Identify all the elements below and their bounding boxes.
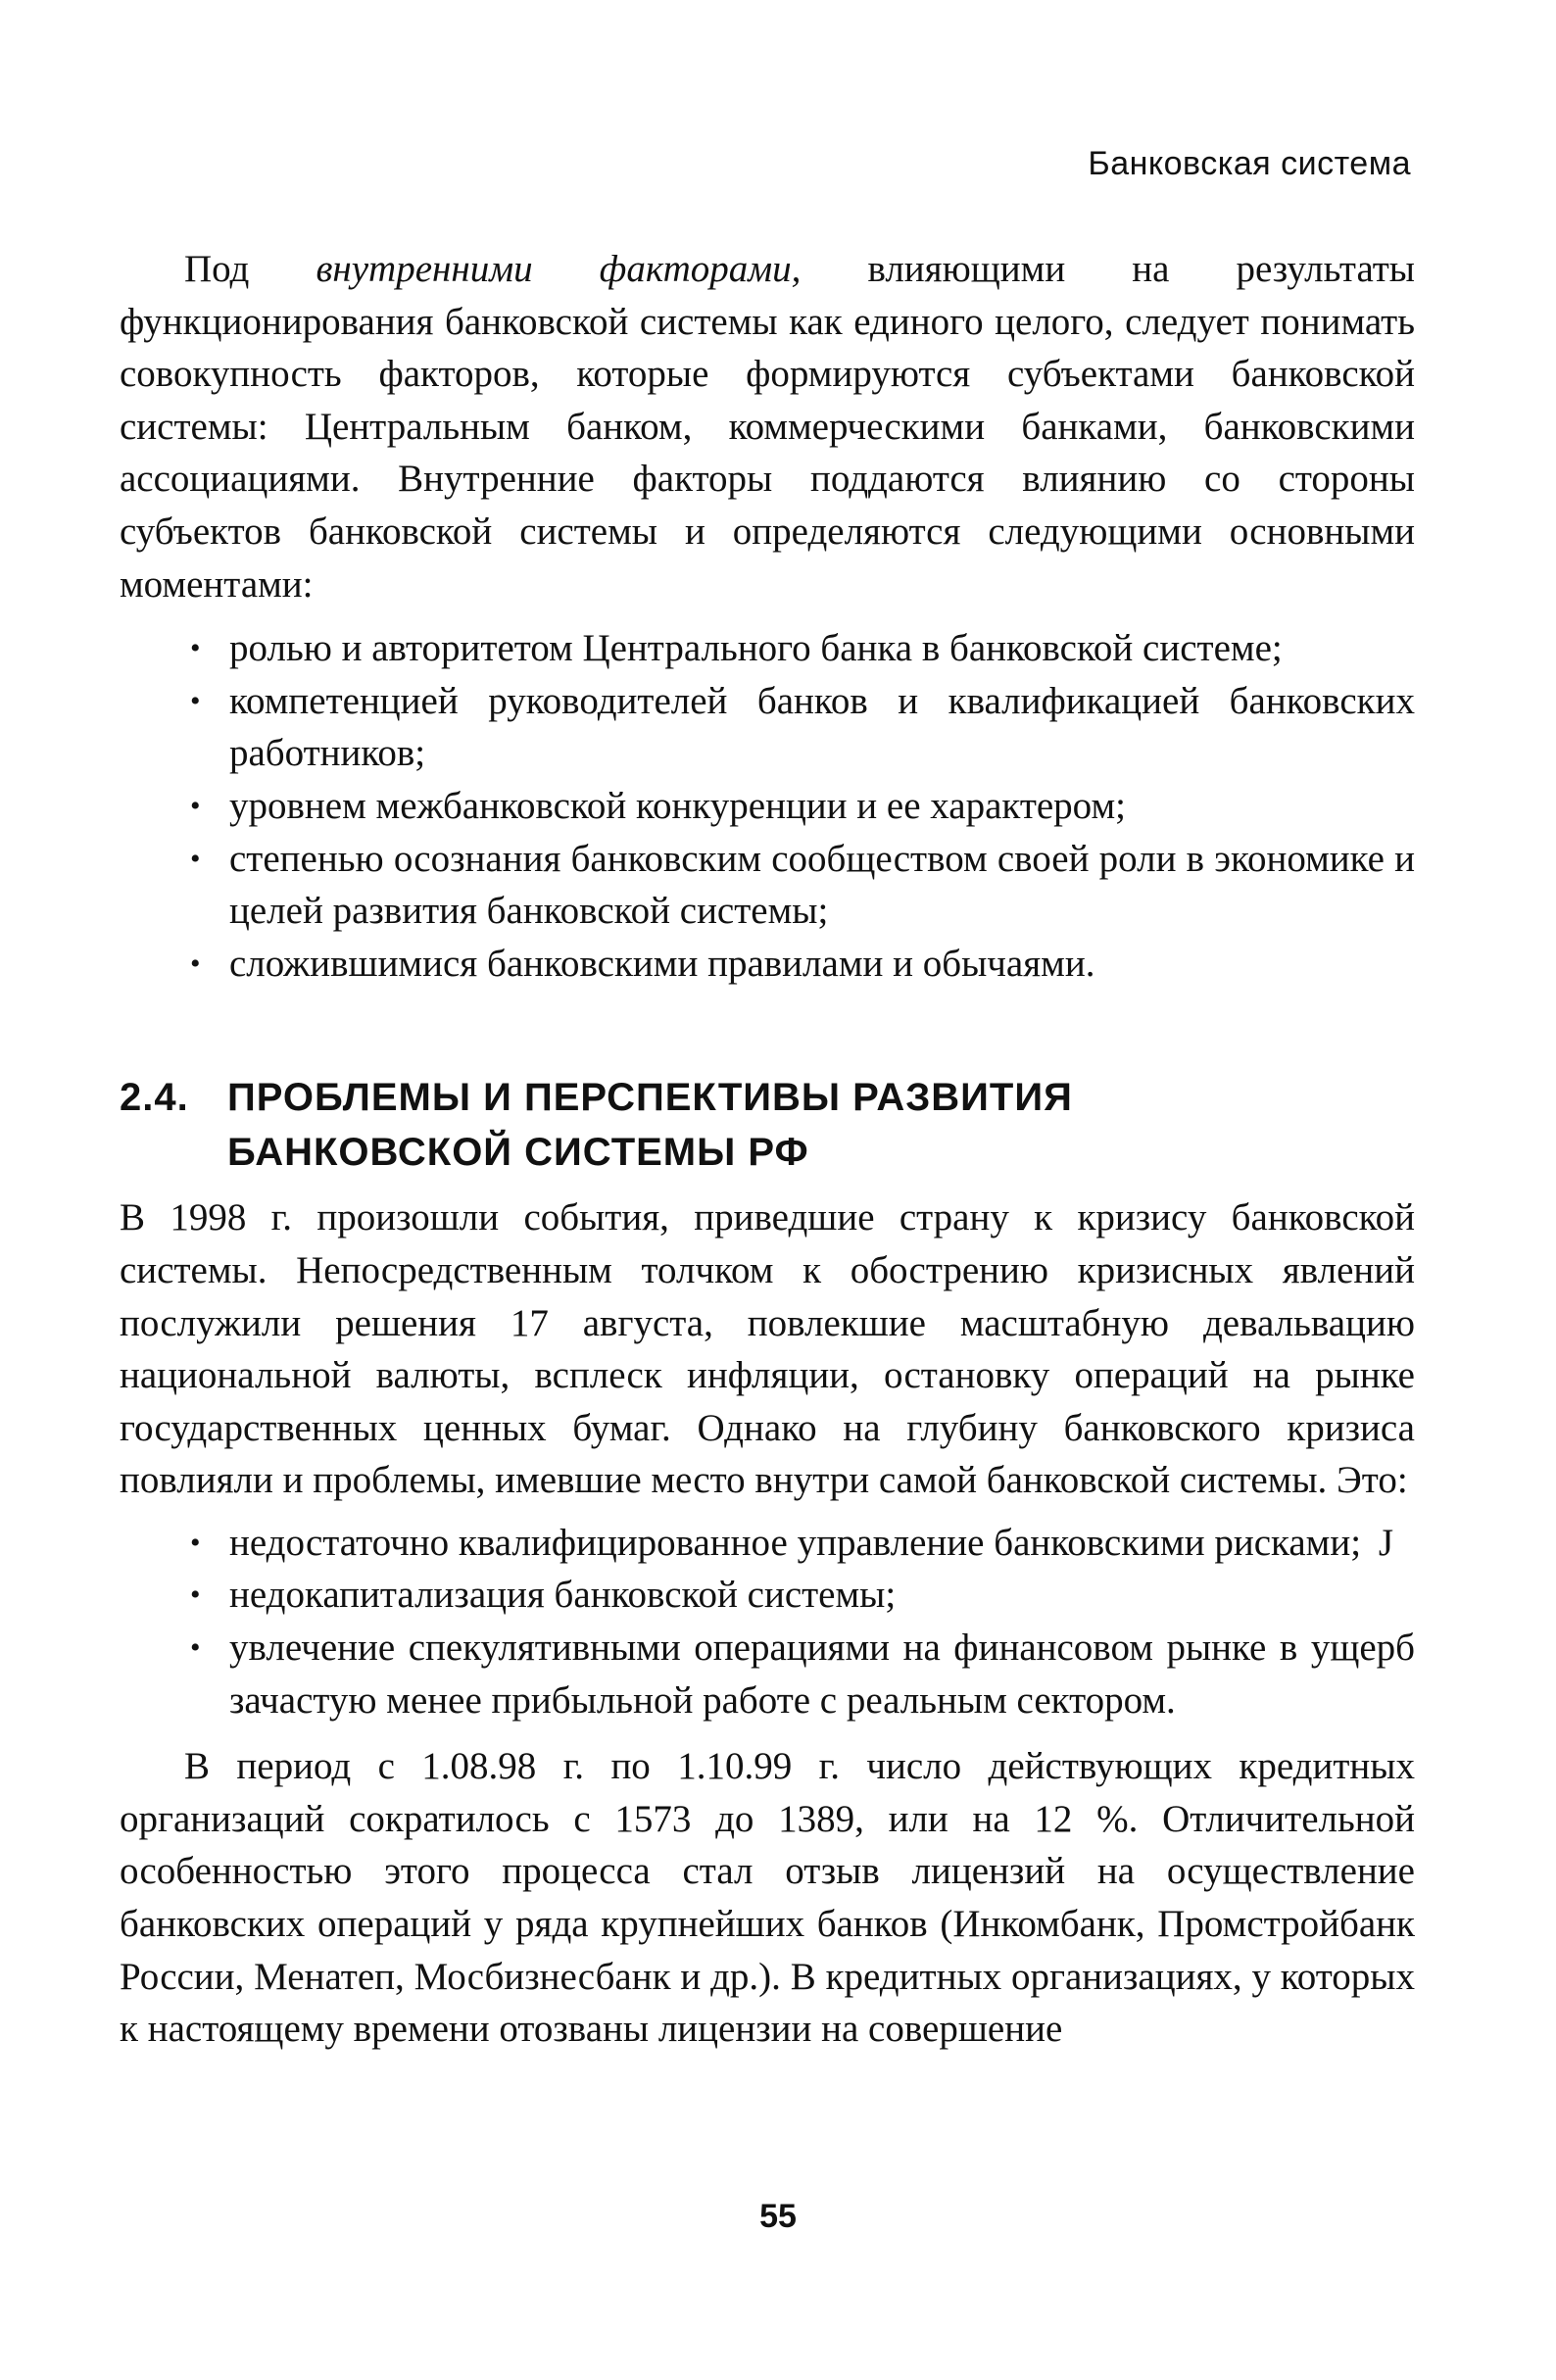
page-content	[120, 243, 1415, 2056]
list-item	[120, 622, 1415, 675]
paragraph-lead: Под	[184, 248, 316, 290]
list-item	[120, 1517, 1415, 1570]
list-item	[120, 833, 1415, 938]
list-item-text: степенью осознания банковским сообществом своей роли в экономике и целей развития банковской системы;	[229, 837, 1415, 933]
list-item	[120, 780, 1415, 833]
list-item-text: сложившимися банковскими правилами и обычаями.	[229, 942, 1095, 985]
internal-factors-list	[120, 622, 1415, 990]
paragraph-license-revocation: В период с 1.08.98 г. по 1.10.99 г. число действующих кредитных организаций сократилось с 1573 до 1389, или на 12 %. Отличительной особенностью этого процесса стал отзыв лицензий на осуществление банковских операций у ряда крупнейших банков (Инкомбанк, Промстройбанк России, Менатеп, Мосбизнесбанк и др.). В кредитных организациях, у которых к настоящему времени отозваны лицензии на совершение	[120, 1745, 1415, 2051]
spacer	[120, 1180, 1415, 1191]
stray-mark: J	[1378, 1521, 1393, 1564]
list-item-text: уровнем межбанковской конкуренции и ее характером;	[229, 784, 1126, 827]
list-item-text: увлечение спекулятивными операциями на финансовом рынке в ущерб зачастую менее прибыльной работе с реальным сектором.	[229, 1627, 1415, 1722]
list-item-text: недостаточно квалифицированное управление банковскими рисками;	[229, 1521, 1362, 1564]
list-item-text: недокапитализация банковской системы;	[229, 1574, 897, 1617]
section-title-line1: ПРОБЛЕМЫ И ПЕРСПЕКТИВЫ РАЗВИТИЯ	[227, 1076, 1073, 1120]
bullet-icon: •	[190, 1579, 201, 1612]
bullet-icon: •	[190, 789, 201, 822]
list-item-text: компетенцией руководителей банков и квалификацией банковских работников;	[229, 679, 1415, 775]
emphasis-term: внутренними факторами,	[316, 248, 802, 290]
paragraph-internal-factors	[120, 243, 1415, 610]
bullet-icon: •	[190, 632, 201, 665]
bullet-icon: •	[190, 1526, 201, 1559]
list-item	[120, 675, 1415, 780]
crisis-problems-list	[120, 1517, 1415, 1726]
running-head: Банковская система	[1088, 145, 1411, 182]
paragraph-crisis: В 1998 г. произошли события, приведшие страну к кризису банковской системы. Непосредственным толчком к обострению кризисных явлений послужили решения 17 августа, повлекшие масштабную девальвацию национальной валюты, всплеск инфляции, остановку операций на рынке государственных ценных бумаг. Однако на глубину банковского кризиса повлияли и проблемы, имевшие место внутри самой банковской системы. Это:	[120, 1196, 1415, 1502]
list-item	[120, 1569, 1415, 1622]
list-item	[120, 1622, 1415, 1726]
section-heading	[120, 1070, 1415, 1180]
bullet-icon: •	[190, 947, 201, 980]
list-item	[120, 938, 1415, 991]
paragraph-body: влияющими на результаты функционирования банковской системы как единого целого, следует понимать совокупность факторов, которые формируются субъектами банковской системы: Центральным банком, коммерческими банками, банковскими ассоциациями. Внутренние факторы поддаются влиянию со стороны субъектов банковской системы и определяются следующими основными моментами:	[120, 248, 1415, 606]
page-number: 55	[759, 2198, 797, 2235]
list-item-text: ролью и авторитетом Центрального банка в банковской системе;	[229, 627, 1283, 670]
section-number: 2.4.	[120, 1076, 189, 1120]
bullet-icon: •	[190, 842, 201, 875]
bullet-icon: •	[190, 1631, 201, 1665]
section-title-line2: БАНКОВСКОЙ СИСТЕМЫ РФ	[227, 1131, 809, 1175]
bullet-icon: •	[190, 684, 201, 717]
